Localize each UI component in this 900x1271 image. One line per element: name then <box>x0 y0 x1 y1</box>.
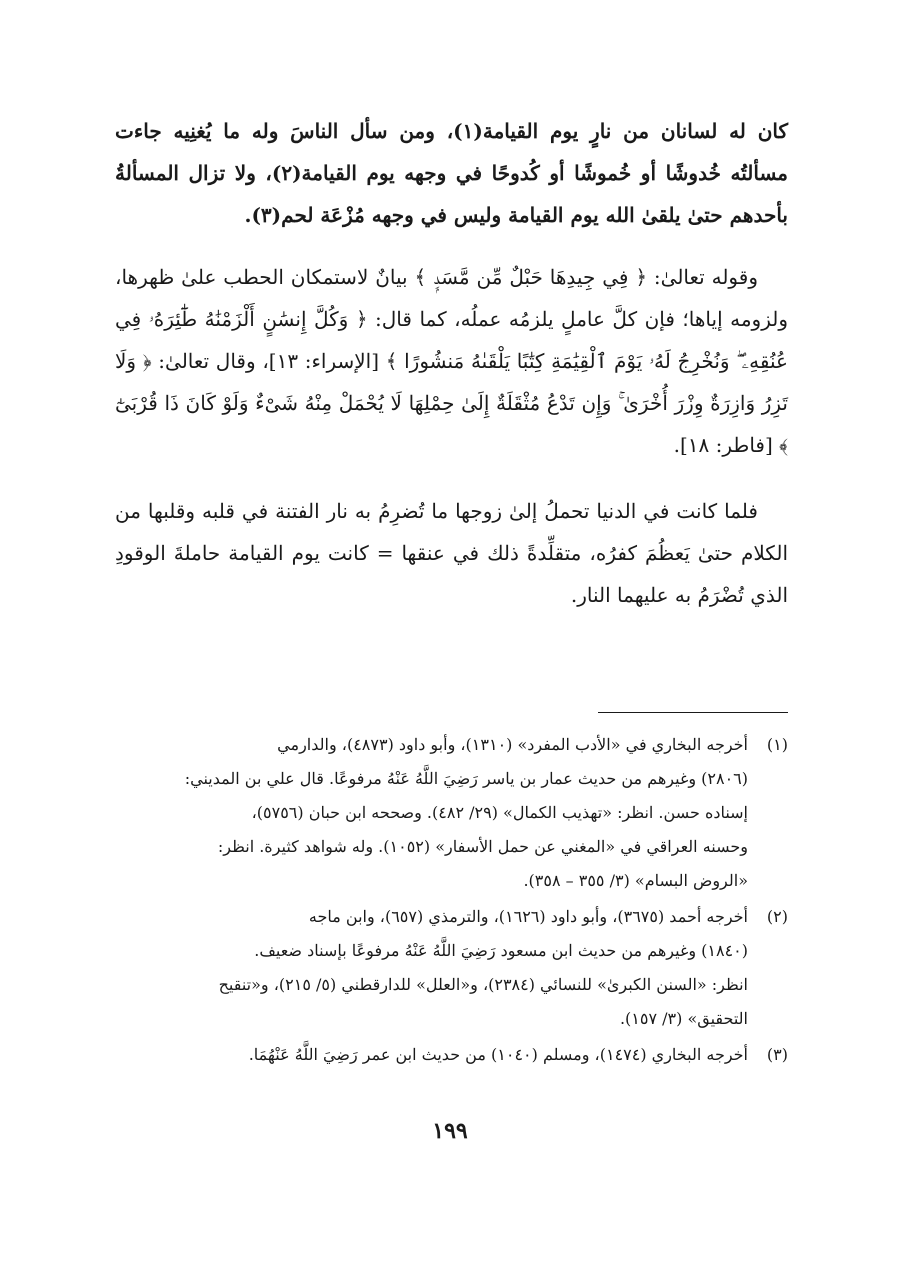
main-text <box>115 110 788 616</box>
page-number: ١٩٩ <box>432 1118 468 1144</box>
paragraph-conclusion: فلما كانت في الدنيا تحملُ إلىٰ زوجها ما تُضرِمُ به نار الفتنة في قلبه وقلبها من الكلام حتىٰ يَعظُمَ كفرُه، متقلِّدةً ذلك في عنقها = كانت يوم القيامة حاملةَ الوقودِ الذي تُضْرَمُ به عليهما النار. <box>115 499 788 607</box>
footnote-number: (٣) <box>766 1045 788 1064</box>
footnote-body <box>115 728 748 898</box>
paragraph-hadith: كان له لسانان من نارٍ يوم القيامة(١)، ومن سأل الناسَ وله ما يُغنِيه جاءت مسألتُه خُدوشًا أو خُموشًا أو كُدوحًا في وجهه يوم القيامة(٢)، ولا تزال المسألةُ بأحدهم حتىٰ يلقىٰ الله يوم القيامة وليس في وجهه مُزْعَة لحم(٣). <box>115 119 788 227</box>
footnote-line: (١٨٤٠) وغيرهم من حديث ابن مسعود رَضِيَ اللَّهُ عَنْهُ مرفوعًا بإسناد ضعيف. <box>254 941 748 960</box>
footnote-line: انظر: «السنن الكبرىٰ» للنسائي (٢٣٨٤)، و«العلل» للدارقطني (٥/ ٢١٥)، و«تنقيح <box>218 975 748 994</box>
footnote-1 <box>115 728 788 898</box>
footnote-line: (٢٨٠٦) وغيرهم من حديث عمار بن ياسر رَضِيَ اللَّهُ عَنْهُ مرفوعًا. قال علي بن المديني: <box>184 769 748 788</box>
footnote-separator <box>598 712 788 713</box>
footnote-number: (١) <box>766 735 788 754</box>
footnote-line: أخرجه البخاري (١٤٧٤)، ومسلم (١٠٤٠) من حديث ابن عمر رَضِيَ اللَّهُ عَنْهُمَا. <box>248 1045 748 1064</box>
footnote-line: التحقيق» (٣/ ١٥٧). <box>619 1009 748 1028</box>
footnote-line: أخرجه أحمد (٣٦٧٥)، وأبو داود (١٦٢٦)، والترمذي (٦٥٧)، وابن ماجه <box>308 907 748 926</box>
footnote-line: «الروض البسام» (٣/ ٣٥٥ – ٣٥٨). <box>523 871 748 890</box>
footnote-3 <box>115 1038 788 1072</box>
footnote-line: إسناده حسن. انظر: «تهذيب الكمال» (٢٩/ ٤٨٢). وصححه ابن حبان (٥٧٥٦)، <box>251 803 748 822</box>
footnote-line: أخرجه البخاري في «الأدب المفرد» (١٣١٠)، وأبو داود (٤٨٧٣)، والدارمي <box>277 735 748 754</box>
footnote-body <box>115 1038 748 1072</box>
paragraph-quran-commentary: وقوله تعالىٰ: ﴿ فِي جِيدِهَا حَبْلٌ مِّن مَّسَدِۭ ﴾ بيانٌ لاستمكان الحطب علىٰ ظهرها، ولزومه إياها؛ فإن كلَّ عاملٍ يلزمُه عملُه، كما قال: ﴿ وَكُلَّ إِنسَٰنٍ أَلْزَمْنَٰهُ طَٰٓئِرَهُۥ فِي عُنُقِهِۦ ۖ وَنُخْرِجُ لَهُۥ يَوْمَ ٱلْقِيَٰمَةِ كِتَٰبًا يَلْقَىٰهُ مَنشُورًا ﴾ [الإسراء: ١٣]، وقال تعالىٰ: ﴿ وَلَا تَزِرُ وَازِرَةٌ وِزْرَ أُخْرَىٰ ۚ وَإِن تَدْعُ مُثْقَلَةٌ إِلَىٰ حِمْلِهَا لَا يُحْمَلْ مِنْهُ شَىْءٌ وَلَوْ كَانَ ذَا قُرْبَىٰٓ ﴾ [فاطر: ١٨]. <box>115 265 788 457</box>
footnotes <box>115 728 788 1074</box>
footnote-line: وحسنه العراقي في «المغني عن حمل الأسفار» (١٠٥٢). وله شواهد كثيرة. انظر: <box>217 837 748 856</box>
footnote-number: (٢) <box>766 907 788 926</box>
footnote-2 <box>115 900 788 1036</box>
footnote-body <box>115 900 748 1036</box>
